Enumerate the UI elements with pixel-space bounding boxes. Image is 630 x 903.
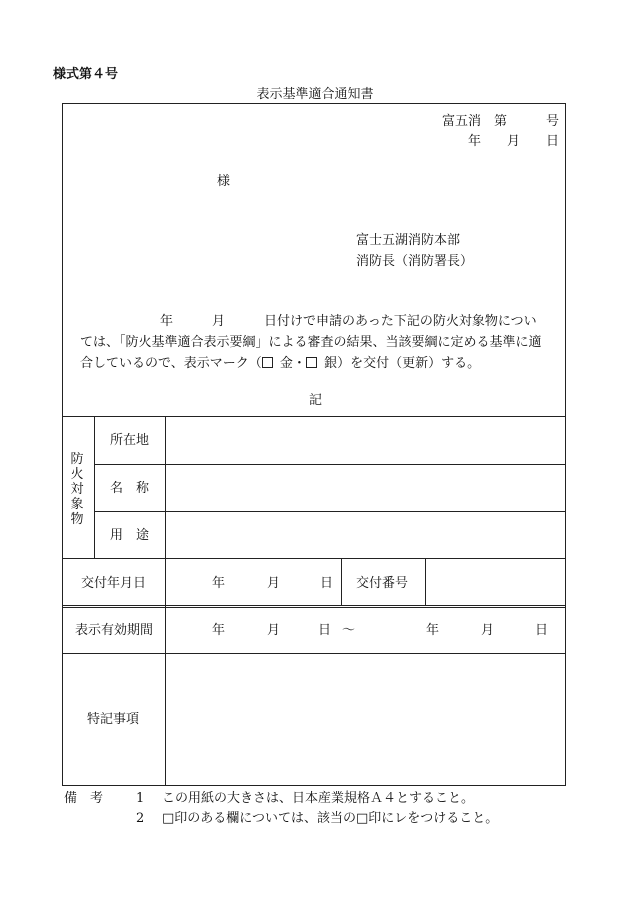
issue-day: 日 bbox=[320, 576, 334, 591]
silver-checkbox[interactable] bbox=[306, 357, 317, 368]
notes-field[interactable] bbox=[167, 655, 565, 784]
validity-end-year: 年 bbox=[426, 623, 440, 638]
line3-before: 合しているので、表示マーク（ bbox=[80, 356, 262, 371]
issue-date-label: 交付年月日 bbox=[81, 576, 147, 591]
location-label: 所在地 bbox=[110, 433, 150, 448]
line3-after: ）を交付（更新）する。 bbox=[337, 356, 481, 371]
mark-separator: ・ bbox=[292, 356, 306, 371]
group-char: 対 bbox=[70, 482, 84, 497]
validity-start-year: 年 bbox=[212, 623, 226, 638]
issue-number-label: 交付番号 bbox=[356, 576, 409, 591]
validity-start-month: 月 bbox=[267, 623, 281, 638]
row-rule-4 bbox=[62, 605, 566, 606]
paragraph-line-1: 年 月 日付けで申請のあった下記の防火対象物につい bbox=[160, 314, 537, 329]
table-top-rule bbox=[62, 416, 566, 417]
location-field[interactable] bbox=[167, 418, 565, 463]
group-char: 防 bbox=[70, 452, 84, 467]
issue-date-header: 年 月 日 bbox=[468, 134, 560, 149]
mark-silver-label: 銀 bbox=[324, 356, 338, 371]
gold-checkbox[interactable] bbox=[262, 357, 273, 368]
label-column-divider bbox=[165, 416, 166, 786]
fire-target-group-label bbox=[66, 452, 88, 527]
group-char: 象 bbox=[70, 497, 84, 512]
row-rule-4b bbox=[62, 607, 566, 608]
issue-month: 月 bbox=[267, 576, 281, 591]
notice-paragraph bbox=[80, 311, 560, 374]
validity-label: 表示有効期間 bbox=[75, 623, 154, 638]
issue-number-divider-left bbox=[341, 558, 342, 605]
form-number: 様式第４号 bbox=[53, 67, 119, 82]
remark-text: この用紙の大きさは、日本産業規格Ａ４とすること。 bbox=[162, 791, 475, 806]
remarks-label: 備 考 bbox=[64, 791, 104, 806]
group-char: 火 bbox=[70, 467, 84, 482]
remark-number: 2 bbox=[136, 811, 145, 826]
issue-year: 年 bbox=[212, 576, 226, 591]
name-field[interactable] bbox=[167, 466, 565, 510]
validity-end-month: 月 bbox=[481, 623, 495, 638]
row-rule-3 bbox=[62, 558, 566, 559]
issuer-org: 富士五湖消防本部 bbox=[356, 233, 461, 248]
ki-label: 記 bbox=[309, 393, 323, 408]
group-divider bbox=[94, 416, 95, 558]
use-field[interactable] bbox=[167, 513, 565, 557]
remark-number: 1 bbox=[136, 791, 145, 806]
validity-start-day: 日 bbox=[318, 623, 332, 638]
doc-number: 富五消 第 号 bbox=[442, 114, 560, 129]
validity-separator: ～ bbox=[342, 623, 356, 638]
mark-gold-label: 金 bbox=[279, 356, 293, 371]
row-rule-1 bbox=[94, 464, 566, 465]
paragraph-line-2: ては、「防火基準適合表示要綱」による審査の結果、当該要綱に定める基準に適 bbox=[80, 335, 542, 350]
issuer-title: 消防長（消防署長） bbox=[356, 254, 474, 269]
row-rule-2 bbox=[94, 511, 566, 512]
name-label: 名 称 bbox=[110, 481, 150, 496]
addressee-suffix: 様 bbox=[217, 174, 231, 189]
group-char: 物 bbox=[70, 512, 84, 527]
use-label: 用 途 bbox=[110, 528, 150, 543]
issue-number-field[interactable] bbox=[427, 560, 565, 604]
paragraph-line-3 bbox=[80, 353, 560, 374]
validity-end-day: 日 bbox=[535, 623, 549, 638]
row-rule-5 bbox=[62, 653, 566, 654]
notes-label: 特記事項 bbox=[87, 712, 140, 727]
document-title: 表示基準適合通知書 bbox=[256, 87, 374, 102]
remark-text: □印のある欄については、該当の□印にレをつけること。 bbox=[162, 811, 499, 826]
issue-number-divider-right bbox=[425, 558, 426, 605]
